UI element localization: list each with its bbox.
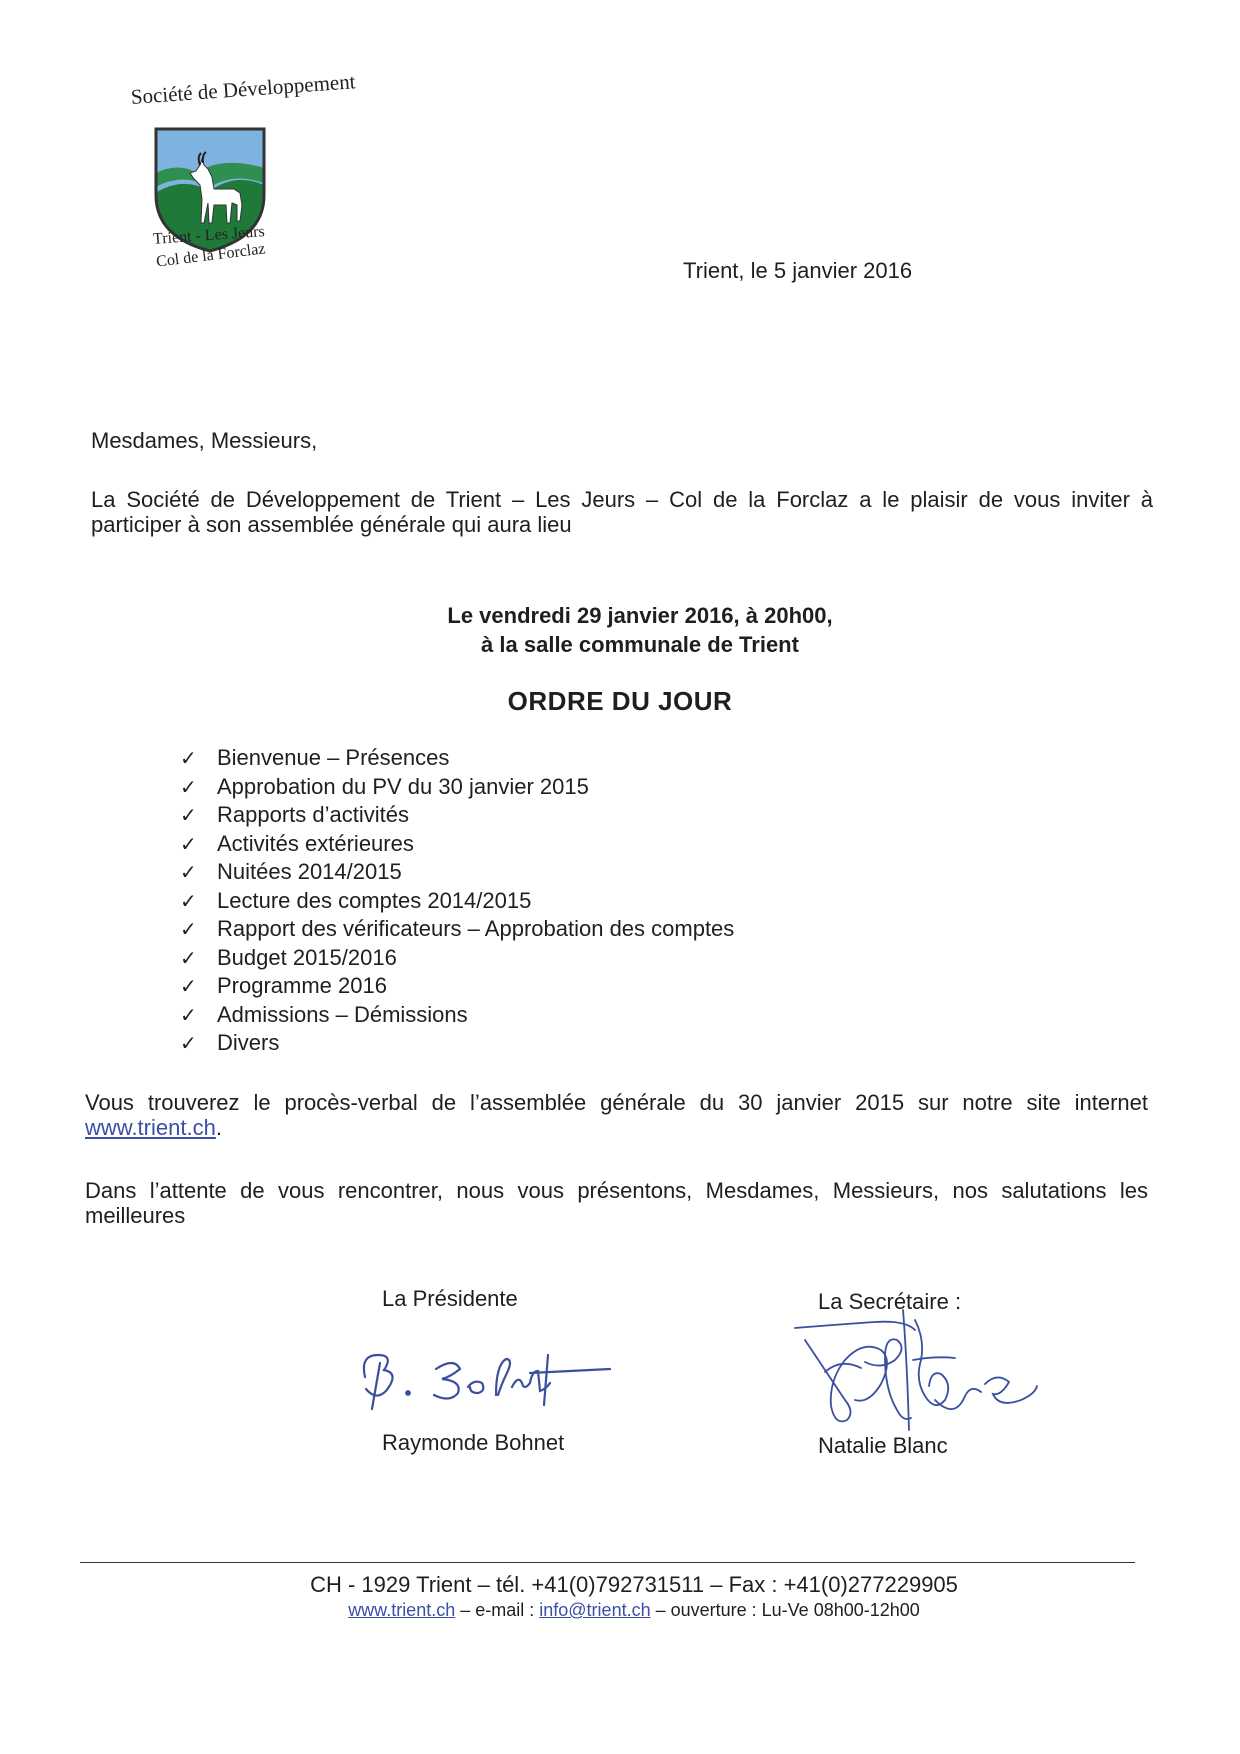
agenda-item: ✓ Nuitées 2014/2015 (180, 858, 734, 887)
check-icon: ✓ (180, 831, 197, 856)
check-icon: ✓ (180, 803, 197, 827)
agenda-item: ✓ Lecture des comptes 2014/2015 (180, 887, 734, 916)
check-icon: ✓ (180, 860, 197, 884)
check-icon: ✓ (180, 945, 197, 970)
check-icon: ✓ (180, 917, 197, 941)
salutation: Mesdames, Messieurs, (91, 428, 318, 453)
agenda-item: ✓ Rapport des vérificateurs – Approbation des comptes (180, 915, 734, 944)
agenda-item: ✓ Bienvenue – Présences (180, 744, 734, 773)
logo-bottom-text-line1: Trient - Les Jeurs (152, 223, 266, 248)
president-title: La Présidente (382, 1286, 518, 1311)
check-icon: ✓ (180, 774, 197, 799)
check-icon: ✓ (180, 746, 197, 770)
event-details (300, 601, 980, 659)
intro-paragraph: La Société de Développement de Trient – Les Jeurs – Col de la Forclaz a le plaisir de vous inviter à participer à son assemblée générale qui aura lieu (91, 487, 1153, 537)
pv-paragraph: Vous trouverez le procès-verbal de l’assemblée générale du 30 janvier 2015 sur notre site internet www.trient.ch. (85, 1090, 1148, 1140)
agenda-item: ✓ Approbation du PV du 30 janvier 2015 (180, 773, 734, 802)
footer-website-link[interactable]: www.trient.ch (348, 1600, 456, 1620)
logo-bottom-text-line2: Col de la Forclaz (155, 240, 267, 271)
footer-web-line: www.trient.ch – e-mail : info@trient.ch – ouverture : Lu-Ve 08h00-12h00 (348, 1600, 920, 1620)
agenda-item: ✓ Rapports d’activités (180, 801, 734, 830)
website-link[interactable]: www.trient.ch (85, 1115, 216, 1140)
letter-date: Trient, le 5 janvier 2016 (683, 258, 913, 283)
agenda-item: ✓ Admissions – Démissions (180, 1001, 734, 1030)
president-name: Raymonde Bohnet (382, 1430, 565, 1455)
president-signature (350, 1325, 650, 1420)
check-icon: ✓ (180, 1031, 197, 1055)
secretary-signature (785, 1300, 1045, 1450)
closing-paragraph: Dans l’attente de vous rencontrer, nous vous présentons, Mesdames, Messieurs, nos salutations les meilleures (85, 1178, 1148, 1228)
footer-divider (80, 1562, 1135, 1563)
secretary-title: La Secrétaire : (818, 1289, 962, 1314)
agenda-item: ✓ Programme 2016 (180, 972, 734, 1001)
agenda-item: ✓ Activités extérieures (180, 830, 734, 859)
agenda-list (180, 744, 734, 1058)
footer-contact-line: CH - 1929 Trient – tél. +41(0)792731511 – Fax : +41(0)277229905 (310, 1572, 958, 1597)
agenda-title: ORDRE DU JOUR (507, 686, 733, 716)
footer-email-link[interactable]: info@trient.ch (539, 1600, 651, 1620)
society-logo (120, 69, 357, 285)
logo-top-text: Société de Développement (130, 69, 357, 109)
secretary-name: Natalie Blanc (818, 1433, 948, 1458)
check-icon: ✓ (180, 888, 197, 913)
event-venue-line: à la salle communale de Trient (481, 632, 799, 657)
check-icon: ✓ (180, 974, 197, 998)
event-date-line: Le vendredi 29 janvier 2016, à 20h00, (447, 603, 833, 628)
agenda-item: ✓ Budget 2015/2016 (180, 944, 734, 973)
check-icon: ✓ (180, 1002, 197, 1027)
agenda-item: ✓ Divers (180, 1029, 734, 1058)
